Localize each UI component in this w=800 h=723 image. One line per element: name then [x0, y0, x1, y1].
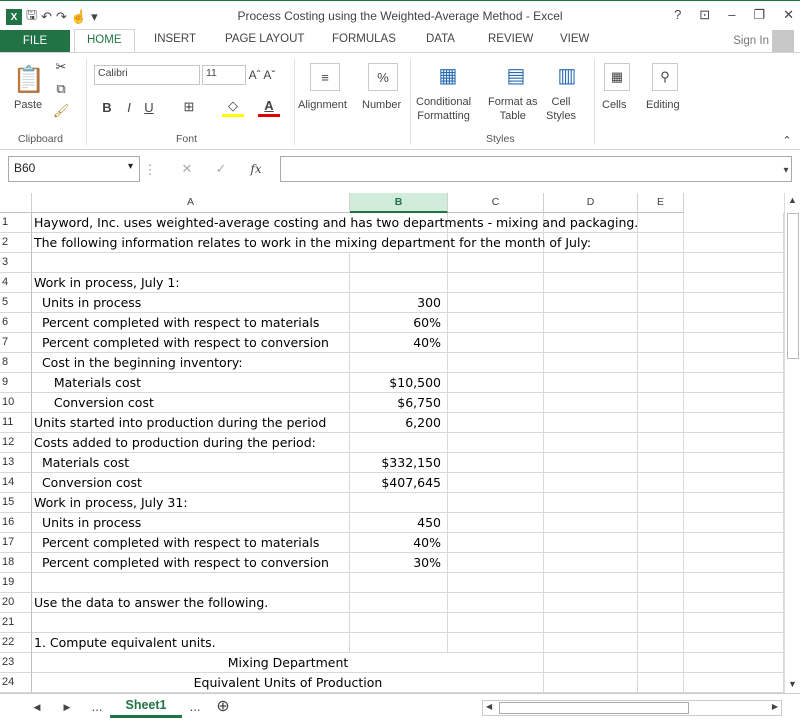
- cell-empty[interactable]: [684, 313, 784, 333]
- cancel-icon[interactable]: ✕: [181, 161, 193, 176]
- column-header-b[interactable]: B: [350, 193, 448, 213]
- avatar: [772, 30, 794, 52]
- alignment-icon[interactable]: ≡: [310, 63, 340, 91]
- horizontal-scrollbar[interactable]: [482, 700, 782, 716]
- cell-b[interactable]: [350, 433, 448, 453]
- cell-empty[interactable]: [544, 473, 638, 493]
- more-sheets-right[interactable]: ...: [189, 698, 201, 714]
- cell-a[interactable]: Percent completed with respect to materials: [32, 313, 350, 333]
- clipboard-group-label: Clipboard: [18, 133, 63, 145]
- cell-empty[interactable]: [638, 593, 684, 613]
- cell-empty[interactable]: [638, 493, 684, 513]
- tab-insert[interactable]: INSERT: [154, 33, 196, 45]
- sheet-scroll-right-icon[interactable]: ▶: [63, 701, 71, 712]
- cell-empty[interactable]: [448, 273, 544, 293]
- cell-empty[interactable]: [638, 453, 684, 473]
- select-all-corner[interactable]: [0, 193, 32, 213]
- cell-a[interactable]: Costs added to production during the period:: [32, 433, 350, 453]
- cell-empty[interactable]: [638, 373, 684, 393]
- cell-empty[interactable]: [638, 433, 684, 453]
- cell-a[interactable]: Conversion cost: [32, 473, 350, 493]
- cell-empty[interactable]: [448, 393, 544, 413]
- cell-b[interactable]: [350, 493, 448, 513]
- row-header[interactable]: 17: [0, 533, 32, 553]
- cell-a[interactable]: Work in process, July 1:: [32, 273, 350, 293]
- row-header[interactable]: 8: [0, 353, 32, 373]
- table-row: [0, 613, 784, 633]
- tab-view[interactable]: VIEW: [560, 33, 590, 45]
- table-row: [0, 653, 784, 673]
- cell-b[interactable]: [350, 613, 448, 633]
- cell-styles-button[interactable]: [546, 95, 576, 123]
- cell-empty[interactable]: [638, 213, 684, 233]
- cell-empty[interactable]: [544, 293, 638, 313]
- merged-heading-cell[interactable]: Mixing Department: [32, 653, 544, 673]
- row-header[interactable]: 5: [0, 293, 32, 313]
- cell-empty[interactable]: [544, 453, 638, 473]
- alignment-button[interactable]: Alignment: [298, 99, 347, 111]
- cell-empty[interactable]: [638, 573, 684, 593]
- underline-button[interactable]: U: [144, 99, 154, 115]
- cell-empty[interactable]: [544, 493, 638, 513]
- cell-a[interactable]: Units started into production during the period: [32, 413, 350, 433]
- formula-bar-handle-icon[interactable]: ⋮: [143, 162, 157, 177]
- collapse-ribbon-icon[interactable]: ⌃: [782, 134, 792, 147]
- cell-b[interactable]: [350, 593, 448, 613]
- cell-empty[interactable]: [544, 253, 638, 273]
- scroll-down-icon[interactable]: ▼: [788, 679, 797, 689]
- cells-icon[interactable]: ▦: [604, 63, 630, 91]
- hscroll-left-icon[interactable]: ◀: [486, 702, 493, 711]
- conditional-formatting-button[interactable]: [416, 95, 471, 123]
- cell-empty[interactable]: [638, 633, 684, 653]
- cell-a[interactable]: Materials cost: [32, 373, 350, 393]
- sign-in-label: Sign In: [733, 35, 769, 47]
- cell-empty[interactable]: [684, 233, 784, 253]
- format-painter-icon[interactable]: 🖌: [52, 103, 70, 118]
- cell-empty[interactable]: [544, 593, 638, 613]
- cell-empty[interactable]: [684, 393, 784, 413]
- sheet-tab-sheet1[interactable]: Sheet1: [110, 694, 182, 718]
- row-header[interactable]: 11: [0, 413, 32, 433]
- help-button[interactable]: ?: [674, 7, 682, 22]
- cell-a[interactable]: Hayword, Inc. uses weighted-average costing and has two departments - mixing and packaging.: [32, 213, 350, 233]
- font-name-select[interactable]: Calibri: [94, 65, 200, 85]
- cell-empty[interactable]: [448, 553, 544, 573]
- cell-empty[interactable]: [684, 273, 784, 293]
- column-header-c[interactable]: C: [448, 193, 544, 213]
- cell-empty[interactable]: [448, 633, 544, 653]
- cell-empty[interactable]: [638, 293, 684, 313]
- cell-empty[interactable]: [544, 273, 638, 293]
- row-header[interactable]: 1: [0, 213, 32, 233]
- cell-styles-line1: Cell: [551, 96, 571, 108]
- save-icon[interactable]: 🖫: [26, 7, 38, 22]
- cell-a[interactable]: [32, 613, 350, 633]
- cell-empty[interactable]: [448, 533, 544, 553]
- excel-logo-icon: X: [6, 9, 22, 25]
- cell-empty[interactable]: [448, 453, 544, 473]
- cell-b[interactable]: [350, 253, 448, 273]
- cell-b[interactable]: 30%: [350, 553, 448, 573]
- ribbon-display-options-icon[interactable]: ⊡: [699, 7, 711, 22]
- title-bar: [0, 0, 800, 30]
- cell-empty[interactable]: [448, 573, 544, 593]
- cell-empty[interactable]: [684, 613, 784, 633]
- copy-icon[interactable]: ⧉: [56, 81, 66, 96]
- bold-button[interactable]: B: [102, 99, 112, 115]
- cell-empty[interactable]: [638, 553, 684, 573]
- tab-review[interactable]: REVIEW: [488, 33, 534, 45]
- tab-page-layout[interactable]: PAGE LAYOUT: [225, 33, 305, 45]
- restore-button[interactable]: ❐: [753, 7, 766, 22]
- cell-b[interactable]: 6,200: [350, 413, 448, 433]
- group-separator: [86, 59, 87, 145]
- cell-empty[interactable]: [684, 493, 784, 513]
- cell-empty[interactable]: [638, 273, 684, 293]
- font-color-icon[interactable]: A: [258, 97, 280, 117]
- cell-b[interactable]: 40%: [350, 333, 448, 353]
- row-header[interactable]: 19: [0, 573, 32, 593]
- group-separator: [410, 59, 411, 145]
- table-row: [0, 393, 784, 413]
- row-header[interactable]: 3: [0, 253, 32, 273]
- cell-empty[interactable]: [638, 673, 684, 693]
- cell-a[interactable]: Percent completed with respect to materials: [32, 533, 350, 553]
- font-size-select[interactable]: 11: [202, 65, 246, 85]
- cell-empty[interactable]: [638, 393, 684, 413]
- cell-empty[interactable]: [684, 593, 784, 613]
- row-header[interactable]: 12: [0, 433, 32, 453]
- cell-empty[interactable]: [684, 633, 784, 653]
- cell-empty[interactable]: [544, 613, 638, 633]
- hscroll-right-icon[interactable]: ▶: [771, 702, 778, 711]
- cell-empty[interactable]: [448, 293, 544, 313]
- paste-button[interactable]: Paste: [14, 99, 43, 111]
- vertical-scrollbar[interactable]: [784, 193, 800, 693]
- row-header[interactable]: 14: [0, 473, 32, 493]
- font-grow-shrink-icon[interactable]: Aˆ Aˇ: [248, 68, 276, 82]
- cell-a[interactable]: Conversion cost: [32, 393, 350, 413]
- cell-empty[interactable]: [448, 593, 544, 613]
- cell-empty[interactable]: [638, 533, 684, 553]
- more-sheets-left[interactable]: ...: [91, 698, 103, 714]
- group-separator: [294, 59, 295, 145]
- table-row: [0, 333, 784, 353]
- cell-b[interactable]: 60%: [350, 313, 448, 333]
- table-row: [0, 273, 784, 293]
- cell-empty[interactable]: [684, 573, 784, 593]
- cell-b[interactable]: 40%: [350, 533, 448, 553]
- cell-empty[interactable]: [448, 353, 544, 373]
- cell-b[interactable]: [350, 573, 448, 593]
- number-button[interactable]: Number: [362, 99, 402, 111]
- tab-file[interactable]: FILE: [0, 30, 70, 52]
- cell-empty[interactable]: [448, 373, 544, 393]
- cell-empty[interactable]: [684, 293, 784, 313]
- ribbon: [0, 52, 800, 150]
- hscroll-thumb[interactable]: [499, 702, 689, 714]
- cell-b[interactable]: $6,750: [350, 393, 448, 413]
- table-row: [0, 493, 784, 513]
- row-header[interactable]: 16: [0, 513, 32, 533]
- cell-empty[interactable]: [638, 353, 684, 373]
- cell-styles-line2: Styles: [546, 110, 576, 122]
- binoculars-icon[interactable]: ⚲: [652, 63, 678, 91]
- cell-empty[interactable]: [448, 413, 544, 433]
- cell-empty[interactable]: [544, 413, 638, 433]
- fill-color-icon[interactable]: ◇: [222, 97, 244, 117]
- cell-empty[interactable]: [544, 353, 638, 373]
- font-group-label: Font: [176, 133, 198, 145]
- sheet-tab-bar: [0, 693, 800, 723]
- conditional-formatting-line1: Conditional: [416, 96, 472, 108]
- minimize-button[interactable]: –: [728, 7, 736, 22]
- row-header[interactable]: 4: [0, 273, 32, 293]
- cell-empty[interactable]: [638, 653, 684, 673]
- format-as-table-icon[interactable]: ▤: [506, 64, 526, 87]
- cell-a[interactable]: [32, 573, 350, 593]
- table-row: [0, 593, 784, 613]
- sheet-scroll-left-icon[interactable]: ◀: [33, 701, 41, 712]
- cell-empty[interactable]: [448, 253, 544, 273]
- chevron-down-icon[interactable]: ▾: [127, 161, 133, 172]
- row-header[interactable]: 22: [0, 633, 32, 653]
- cell-empty[interactable]: [638, 473, 684, 493]
- format-as-table-line2: Table: [499, 110, 526, 122]
- cell-empty[interactable]: [684, 373, 784, 393]
- italic-button[interactable]: I: [127, 99, 131, 115]
- insert-function-button[interactable]: fx: [250, 162, 262, 176]
- cell-empty[interactable]: [448, 333, 544, 353]
- cell-empty[interactable]: [448, 473, 544, 493]
- cell-empty[interactable]: [638, 313, 684, 333]
- cell-empty[interactable]: [544, 673, 638, 693]
- formula-input[interactable]: [280, 156, 792, 182]
- table-row: [0, 673, 784, 693]
- cell-a[interactable]: Units in process: [32, 293, 350, 313]
- table-row: [0, 473, 784, 493]
- cell-empty[interactable]: [448, 513, 544, 533]
- row-header[interactable]: 23: [0, 653, 32, 673]
- merged-heading-cell[interactable]: Equivalent Units of Production: [32, 673, 544, 693]
- cell-b[interactable]: [350, 633, 448, 653]
- row-header[interactable]: 24: [0, 673, 32, 693]
- cell-styles-icon[interactable]: ▥: [557, 64, 577, 87]
- table-row: [0, 253, 784, 273]
- cell-a[interactable]: Work in process, July 31:: [32, 493, 350, 513]
- table-row: [0, 313, 784, 333]
- cell-empty[interactable]: [544, 533, 638, 553]
- scroll-thumb[interactable]: [787, 213, 799, 359]
- cell-empty[interactable]: [448, 433, 544, 453]
- cell-b[interactable]: [350, 353, 448, 373]
- row-header[interactable]: 6: [0, 313, 32, 333]
- table-row: [0, 453, 784, 473]
- row-header[interactable]: 18: [0, 553, 32, 573]
- cell-empty[interactable]: [638, 413, 684, 433]
- column-header-e[interactable]: E: [638, 193, 684, 213]
- format-as-table-button[interactable]: [488, 95, 538, 123]
- customize-qat-icon[interactable]: ▾: [91, 9, 98, 24]
- cell-empty[interactable]: [448, 493, 544, 513]
- cell-empty[interactable]: [684, 213, 784, 233]
- cell-empty[interactable]: [448, 613, 544, 633]
- cell-empty[interactable]: [638, 253, 684, 273]
- conditional-formatting-line2: Formatting: [417, 110, 470, 122]
- cell-empty[interactable]: [684, 513, 784, 533]
- row-header[interactable]: 10: [0, 393, 32, 413]
- cell-b[interactable]: $332,150: [350, 453, 448, 473]
- cell-empty[interactable]: [684, 253, 784, 273]
- row-header[interactable]: 7: [0, 333, 32, 353]
- sign-in-button[interactable]: [733, 30, 794, 52]
- cell-empty[interactable]: [544, 653, 638, 673]
- cell-b[interactable]: 300: [350, 293, 448, 313]
- row-header[interactable]: 21: [0, 613, 32, 633]
- cell-empty[interactable]: [544, 633, 638, 653]
- table-row: [0, 213, 784, 233]
- cell-a[interactable]: The following information relates to work in the mixing department for the month of July:: [32, 233, 350, 253]
- close-button[interactable]: ✕: [783, 7, 794, 22]
- table-row: [0, 553, 784, 573]
- formula-bar: [0, 150, 800, 190]
- cell-empty[interactable]: [638, 333, 684, 353]
- cell-empty[interactable]: [544, 433, 638, 453]
- cell-empty[interactable]: [684, 673, 784, 693]
- touch-mode-icon[interactable]: ☝: [70, 9, 88, 24]
- cell-empty[interactable]: [684, 653, 784, 673]
- cell-empty[interactable]: [638, 513, 684, 533]
- table-row: [0, 633, 784, 653]
- column-header-a[interactable]: A: [32, 193, 350, 213]
- cell-empty[interactable]: [544, 553, 638, 573]
- cell-a[interactable]: 1. Compute equivalent units.: [32, 633, 350, 653]
- enter-icon[interactable]: ✓: [215, 161, 227, 176]
- tab-formulas[interactable]: FORMULAS: [332, 33, 396, 45]
- cell-b[interactable]: [350, 273, 448, 293]
- cells-button[interactable]: Cells: [602, 99, 627, 111]
- column-header-d[interactable]: D: [544, 193, 638, 213]
- cell-a[interactable]: Cost in the beginning inventory:: [32, 353, 350, 373]
- redo-icon[interactable]: ↷: [55, 9, 67, 24]
- cell-a[interactable]: Use the data to answer the following.: [32, 593, 350, 613]
- tab-data[interactable]: DATA: [426, 33, 455, 45]
- cell-empty[interactable]: [684, 433, 784, 453]
- percent-icon[interactable]: %: [368, 63, 398, 91]
- cell-empty[interactable]: [638, 613, 684, 633]
- spreadsheet-grid: [0, 193, 784, 693]
- cell-empty[interactable]: [684, 473, 784, 493]
- cell-empty[interactable]: [684, 533, 784, 553]
- table-row: [0, 513, 784, 533]
- cell-b[interactable]: $10,500: [350, 373, 448, 393]
- table-row: [0, 533, 784, 553]
- cell-a[interactable]: Percent completed with respect to conversion: [32, 333, 350, 353]
- cell-empty[interactable]: [684, 413, 784, 433]
- table-row: [0, 373, 784, 393]
- table-row: [0, 433, 784, 453]
- row-header[interactable]: 13: [0, 453, 32, 473]
- cell-b[interactable]: $407,645: [350, 473, 448, 493]
- cell-empty[interactable]: [544, 573, 638, 593]
- table-row: [0, 293, 784, 313]
- cell-empty[interactable]: [544, 393, 638, 413]
- borders-icon[interactable]: ⊞: [183, 99, 195, 114]
- cell-empty[interactable]: [544, 313, 638, 333]
- group-separator: [594, 59, 595, 145]
- row-header[interactable]: 20: [0, 593, 32, 613]
- cell-empty[interactable]: [684, 553, 784, 573]
- cell-empty[interactable]: [684, 453, 784, 473]
- cell-empty[interactable]: [684, 353, 784, 373]
- editing-button[interactable]: Editing: [646, 99, 680, 111]
- table-row: [0, 413, 784, 433]
- table-row: [0, 233, 784, 253]
- expand-formula-bar-icon[interactable]: ▾: [783, 164, 789, 176]
- row-header[interactable]: 9: [0, 373, 32, 393]
- scroll-up-icon[interactable]: ▲: [788, 195, 797, 205]
- undo-icon[interactable]: ↶: [41, 9, 52, 24]
- name-box[interactable]: [8, 156, 140, 182]
- cut-icon[interactable]: ✂: [55, 59, 67, 74]
- format-as-table-line1: Format as: [488, 96, 538, 108]
- cell-empty[interactable]: [638, 233, 684, 253]
- cell-b[interactable]: 450: [350, 513, 448, 533]
- cell-empty[interactable]: [684, 333, 784, 353]
- cell-empty[interactable]: [544, 373, 638, 393]
- cell-a[interactable]: [32, 253, 350, 273]
- cell-a[interactable]: Percent completed with respect to conversion: [32, 553, 350, 573]
- tab-home[interactable]: HOME: [74, 29, 135, 54]
- name-box-value: B60: [14, 161, 36, 175]
- add-sheet-icon[interactable]: ⊕: [216, 698, 230, 715]
- cell-a[interactable]: Materials cost: [32, 453, 350, 473]
- cell-a[interactable]: Units in process: [32, 513, 350, 533]
- ribbon-tabs: [0, 30, 800, 52]
- window-title: Process Costing using the Weighted-Average Method - Excel: [237, 9, 563, 23]
- row-header[interactable]: 2: [0, 233, 32, 253]
- table-row: [0, 353, 784, 373]
- row-header[interactable]: 15: [0, 493, 32, 513]
- conditional-formatting-icon[interactable]: ▦: [438, 64, 458, 87]
- cell-empty[interactable]: [544, 333, 638, 353]
- paste-icon[interactable]: 📋: [12, 63, 46, 94]
- cell-empty[interactable]: [544, 513, 638, 533]
- table-row: [0, 573, 784, 593]
- styles-group-label: Styles: [486, 133, 515, 145]
- cell-empty[interactable]: [448, 313, 544, 333]
